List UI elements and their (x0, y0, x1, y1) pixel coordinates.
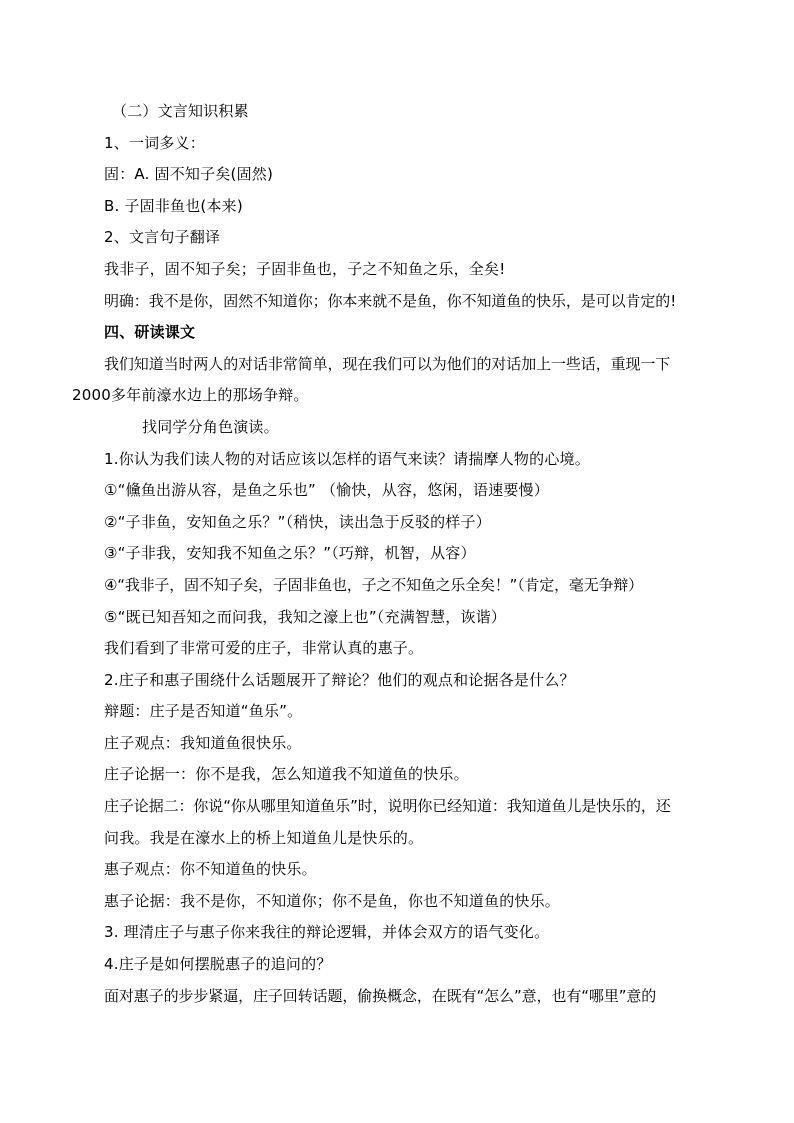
zhuangzi-viewpoint: 庄子观点：我知道鱼很快乐。 (104, 733, 302, 752)
question-4: 4.庄子是如何摆脱惠子的追问的？ (104, 955, 332, 974)
answer-4-line1: 面对惠子的步步紧逼，庄子回转话题，偷换概念，在既有“怎么”意，也有“哪里”意的 (104, 986, 657, 1005)
zhuangzi-argument-1: 庄子论据一：你不是我，怎么知道我不知道鱼的快乐。 (104, 765, 469, 784)
summary-characters: 我们看到了非常可爱的庄子，非常认真的惠子。 (104, 639, 424, 658)
section-heading-study-text: 四、研读课文 (104, 323, 196, 342)
paragraph-intro-line2: 2000多年前濠水边上的那场争辩。 (72, 386, 309, 405)
zhuangzi-argument-2-line1: 庄子论据二：你说“你从哪里知道鱼乐”时，说明你已经知道：我知道鱼儿是快乐的，还 (104, 797, 671, 816)
huizi-viewpoint: 惠子观点：你不知道鱼的快乐。 (104, 860, 317, 879)
polysemy-item-b: B. 子固非鱼也(本来) (104, 196, 243, 215)
dialogue-item-4: ④“我非子，固不知子矣，子固非鱼也，子之不知鱼之乐全矣！”（肯定，毫无争辩） (104, 575, 643, 594)
translation-answer: 明确：我不是你，固然不知道你；你本来就不是鱼，你不知道鱼的快乐，是可以肯定的! (104, 291, 677, 310)
question-3: 3. 理清庄子与惠子你来我往的辩论逻辑，并体会双方的语气变化。 (104, 923, 550, 942)
subheading-translation: 2、文言句子翻译 (104, 228, 221, 247)
huizi-argument: 惠子论据：我不是你，不知道你；你不是鱼，你也不知道鱼的快乐。 (104, 891, 561, 910)
subheading-polysemy: 1、一词多义： (104, 133, 205, 152)
polysemy-item-a: 固：A. 固不知子矣(固然) (104, 165, 274, 184)
section-heading-classical-knowledge: （二）文言知识积累 (112, 102, 249, 120)
question-2: 2.庄子和惠子围绕什么话题展开了辩论？他们的观点和论据各是什么？ (104, 670, 575, 689)
original-sentence: 我非子，固不知子矣；子固非鱼也，子之不知鱼之乐，全矣! (104, 259, 506, 278)
debate-topic: 辩题：庄子是否知道“鱼乐”。 (104, 702, 303, 721)
dialogue-item-1: ①“儵鱼出游从容，是鱼之乐也” （愉快，从容，悠闲，语速要慢） (104, 481, 549, 500)
question-1: 1.你认为我们读人物的对话应该以怎样的语气来读？请揣摩人物的心境。 (104, 449, 590, 468)
document-body (72, 96, 724, 1012)
paragraph-intro-line1: 我们知道当时两人的对话非常简单，现在我们可以为他们的对话加上一些话，重现一下 (104, 354, 671, 373)
zhuangzi-argument-2-line2: 问我。我是在濠水上的桥上知道鱼儿是快乐的。 (104, 828, 424, 847)
role-reading-instruction: 找同学分角色演读。 (142, 417, 279, 436)
dialogue-item-5: ⑤“既已知吾知之而问我，我知之濠上也”（充满智慧，诙谐） (104, 607, 507, 626)
dialogue-item-2: ②“子非鱼，安知鱼之乐？”（稍快，读出急于反驳的样子） (104, 512, 491, 531)
dialogue-item-3: ③“子非我，安知我不知鱼之乐？”（巧辩，机智，从容） (104, 544, 476, 563)
